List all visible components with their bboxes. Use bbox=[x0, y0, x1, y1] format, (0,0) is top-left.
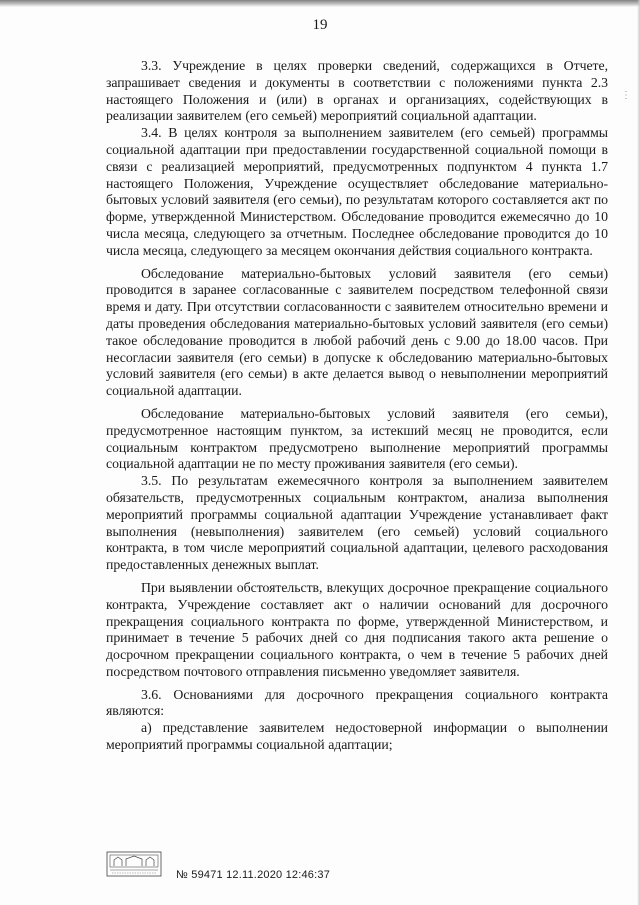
document-registration-number: № 59471 12.11.2020 12:46:37 bbox=[176, 869, 331, 881]
paragraph-early-termination: При выявлении обстоятельств, влекущих досрочное прекращение социального контракта, Учреждение составляет акт о наличии оснований для досрочного прекращения социального контракта по форме, утвержденной Министерством, и принимает в течение 5 рабочих дней со дня подписания такого акта решение о досрочном прекращении социального контракта, о чем в течение 5 рабочих дней посредством почтового отправления письменно уведомляет заявителя. bbox=[106, 579, 608, 679]
scan-edge-top bbox=[0, 0, 640, 7]
paragraph-inspection-exception: Обследование материально-бытовых условий заявителя (его семьи), предусмотренное настоящим пунктом, за истекший месяц не проводится, если социальным контрактом предусмотрено выполнение мероприятий программы социальной адаптации не по месту проживания заявителя (его семьи). bbox=[106, 405, 608, 472]
document-body bbox=[106, 58, 608, 754]
paragraph-3-3: 3.3. Учреждение в целях проверки сведений, содержащихся в Отчете, запрашивает сведения и документы в соответствии с положениями пункта 2.3 настоящего Положения и (или) в органах и организациях, содействующих в реализации заявителем (его семьей) мероприятий социальной адаптации. bbox=[106, 58, 608, 124]
registration-stamp-icon bbox=[106, 851, 162, 877]
page-number: 19 bbox=[312, 17, 328, 33]
paragraph-3-4: 3.4. В целях контроля за выполнением заявителем (его семьей) программы социальной адаптации при предоставлении государственной социальной помощи в связи с реализацией мероприятий, предусмотренных подпунктом 4 пункта 1.7 настоящего Положения, Учреждение осуществляет обследование материально-бытовых условий заявителя (его семьи), по результатам которого составляется акт по форме, утвержденной Министерством. Обследование проводится ежемесячно до 10 числа месяца, следующего за отчетным. Последнее обследование проводится до 10 числа месяца, следующего за месяцем окончания действия социального контракта. bbox=[106, 125, 608, 258]
margin-scan-mark: ⋮ bbox=[621, 90, 631, 101]
paragraph-3-5: 3.5. По результатам ежемесячного контроля за выполнением заявителем обязательств, предусмотренных социальным контрактом, анализа выполнения мероприятий программы социальной адаптации Учреждение устанавливает факт выполнения (невыполнения) заявителем (его семьей) условий социального контракта, в том числе мероприятий социальной адаптации, целевого расходования предоставленных денежных выплат. bbox=[106, 473, 608, 573]
paragraph-inspection-schedule: Обследование материально-бытовых условий заявителя (его семьи) проводится в заранее согласованные с заявителем посредством телефонной связи время и дату. При отсутствии согласованности с заявителем относительно времени и даты проведения обследования материально-бытовых условий заявителя (его семьи) такое обследование проводится в любой рабочий день с 9.00 до 18.00 часов. При несогласии заявителя (его семьи) в допуске к обследованию материально-бытовых условий заявителя (его семьи) в акте делается вывод о невыполнении мероприятий социальной адаптации. bbox=[106, 265, 608, 399]
paragraph-3-6-a: а) представление заявителем недостоверной информации о выполнении мероприятий программы социальной адаптации; bbox=[106, 720, 608, 753]
paragraph-3-6: 3.6. Основаниями для досрочного прекращения социального контракта являются: bbox=[106, 686, 608, 719]
